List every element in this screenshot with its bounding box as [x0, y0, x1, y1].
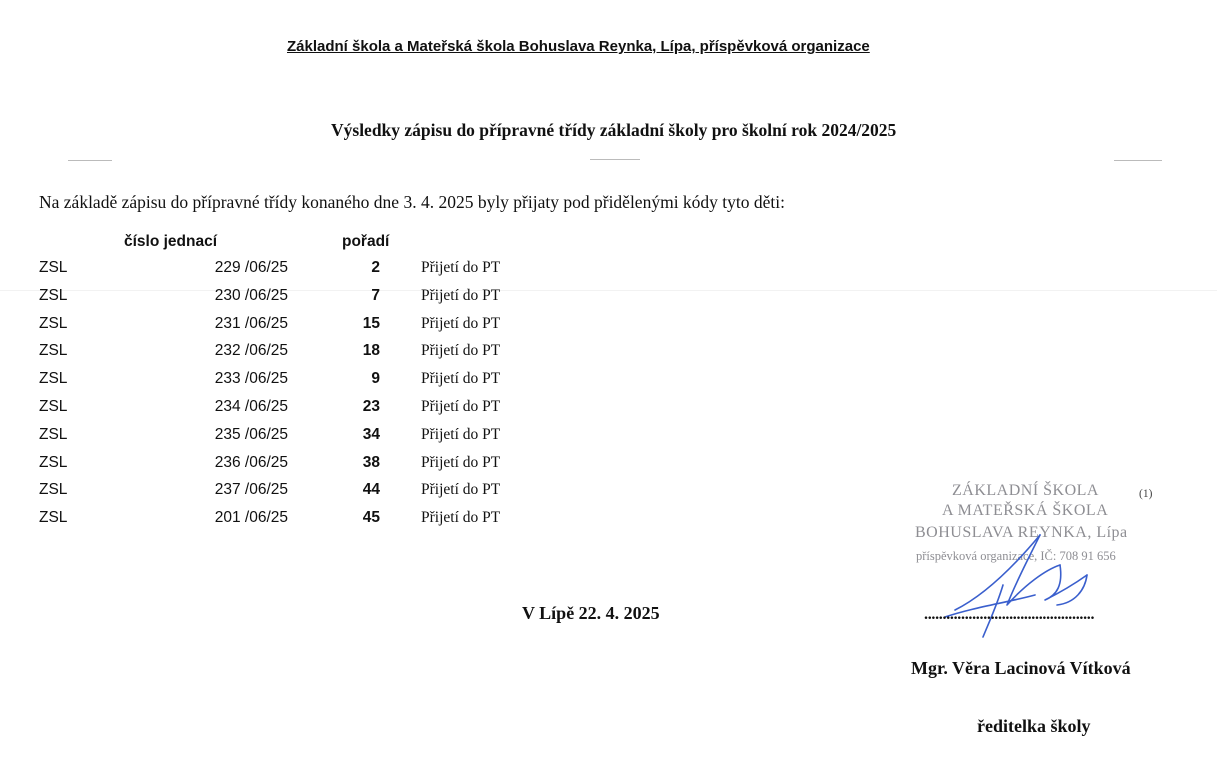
row-reference-number: 234 /06/25: [214, 397, 288, 415]
row-result: Přijetí do PT: [421, 481, 501, 499]
row-order: 18: [362, 342, 380, 360]
school-header: Základní škola a Mateřská škola Bohuslava Reynka, Lípa, příspěvková organizace: [287, 38, 870, 55]
row-reference-number: 231 /06/25: [214, 314, 288, 332]
row-result: Přijetí do PT: [421, 425, 501, 443]
row-prefix: ZSL: [39, 397, 68, 415]
row-prefix: ZSL: [39, 509, 68, 527]
table-row: [0, 259, 700, 287]
row-reference-number: 233 /06/25: [214, 370, 288, 388]
row-prefix: ZSL: [39, 425, 68, 443]
results-table: [0, 259, 700, 537]
column-header-number: číslo jednací: [124, 233, 218, 250]
row-order: 9: [371, 370, 380, 388]
row-result: Přijetí do PT: [421, 314, 501, 332]
row-reference-number: 232 /06/25: [214, 342, 288, 360]
signature-line: ..............................................: [924, 606, 1095, 623]
stamp-line-2: A MATEŘSKÁ ŠKOLA: [942, 502, 1109, 519]
scan-artifact: [68, 160, 112, 161]
row-order: 7: [371, 286, 380, 304]
document-title: Výsledky zápisu do přípravné třídy základní školy pro školní rok 2024/2025: [331, 120, 897, 140]
row-prefix: ZSL: [39, 453, 68, 471]
row-prefix: ZSL: [39, 259, 68, 276]
row-reference-number: 230 /06/25: [214, 286, 288, 304]
stamp-line-4: příspěvková organizace, IČ: 708 91 656: [916, 549, 1116, 563]
signature-stroke: [955, 535, 1040, 610]
row-prefix: ZSL: [39, 481, 68, 499]
stamp-line-3: BOHUSLAVA REYNKA, Lípa: [915, 524, 1128, 541]
stamp-mark: (1): [1139, 488, 1153, 500]
scan-artifact: [1114, 160, 1162, 161]
row-result: Přijetí do PT: [421, 453, 501, 471]
table-row: [0, 342, 700, 370]
signature-stroke: [1057, 575, 1087, 605]
signature-stroke: [1045, 565, 1087, 600]
row-result: Přijetí do PT: [421, 259, 501, 276]
row-prefix: ZSL: [39, 342, 68, 360]
signer-role: ředitelka školy: [977, 716, 1091, 736]
column-header-order: pořadí: [342, 233, 390, 250]
row-reference-number: 229 /06/25: [214, 259, 288, 276]
row-prefix: ZSL: [39, 370, 68, 388]
row-order: 23: [362, 397, 380, 415]
intro-text: Na základě zápisu do přípravné třídy konaného dne 3. 4. 2025 byly přijaty pod přidělenými kódy tyto děti:: [39, 192, 786, 212]
table-row: [0, 315, 700, 343]
row-result: Přijetí do PT: [421, 342, 501, 360]
place-date: V Lípě 22. 4. 2025: [522, 603, 660, 623]
signer-name: Mgr. Věra Lacinová Vítková: [911, 658, 1131, 678]
row-reference-number: 237 /06/25: [214, 481, 288, 499]
row-order: 34: [362, 425, 380, 443]
scan-artifact: [590, 159, 640, 160]
table-row: [0, 287, 700, 315]
row-order: 45: [362, 509, 380, 527]
row-reference-number: 201 /06/25: [214, 509, 288, 527]
row-result: Přijetí do PT: [421, 286, 501, 304]
table-row: [0, 454, 700, 482]
row-result: Přijetí do PT: [421, 397, 501, 415]
row-result: Přijetí do PT: [421, 509, 501, 527]
handwritten-signature-icon: [945, 525, 1145, 645]
table-row: [0, 481, 700, 509]
table-row: [0, 509, 700, 537]
row-order: 2: [371, 259, 380, 276]
stamp-line-1: ZÁKLADNÍ ŠKOLA: [952, 482, 1099, 499]
table-row: [0, 398, 700, 426]
row-order: 15: [362, 314, 380, 332]
row-order: 44: [362, 481, 380, 499]
row-result: Přijetí do PT: [421, 370, 501, 388]
table-row: [0, 426, 700, 454]
row-prefix: ZSL: [39, 286, 68, 304]
row-prefix: ZSL: [39, 314, 68, 332]
row-order: 38: [362, 453, 380, 471]
row-reference-number: 236 /06/25: [214, 453, 288, 471]
signature-stroke: [1007, 535, 1060, 605]
table-row: [0, 370, 700, 398]
row-reference-number: 235 /06/25: [214, 425, 288, 443]
